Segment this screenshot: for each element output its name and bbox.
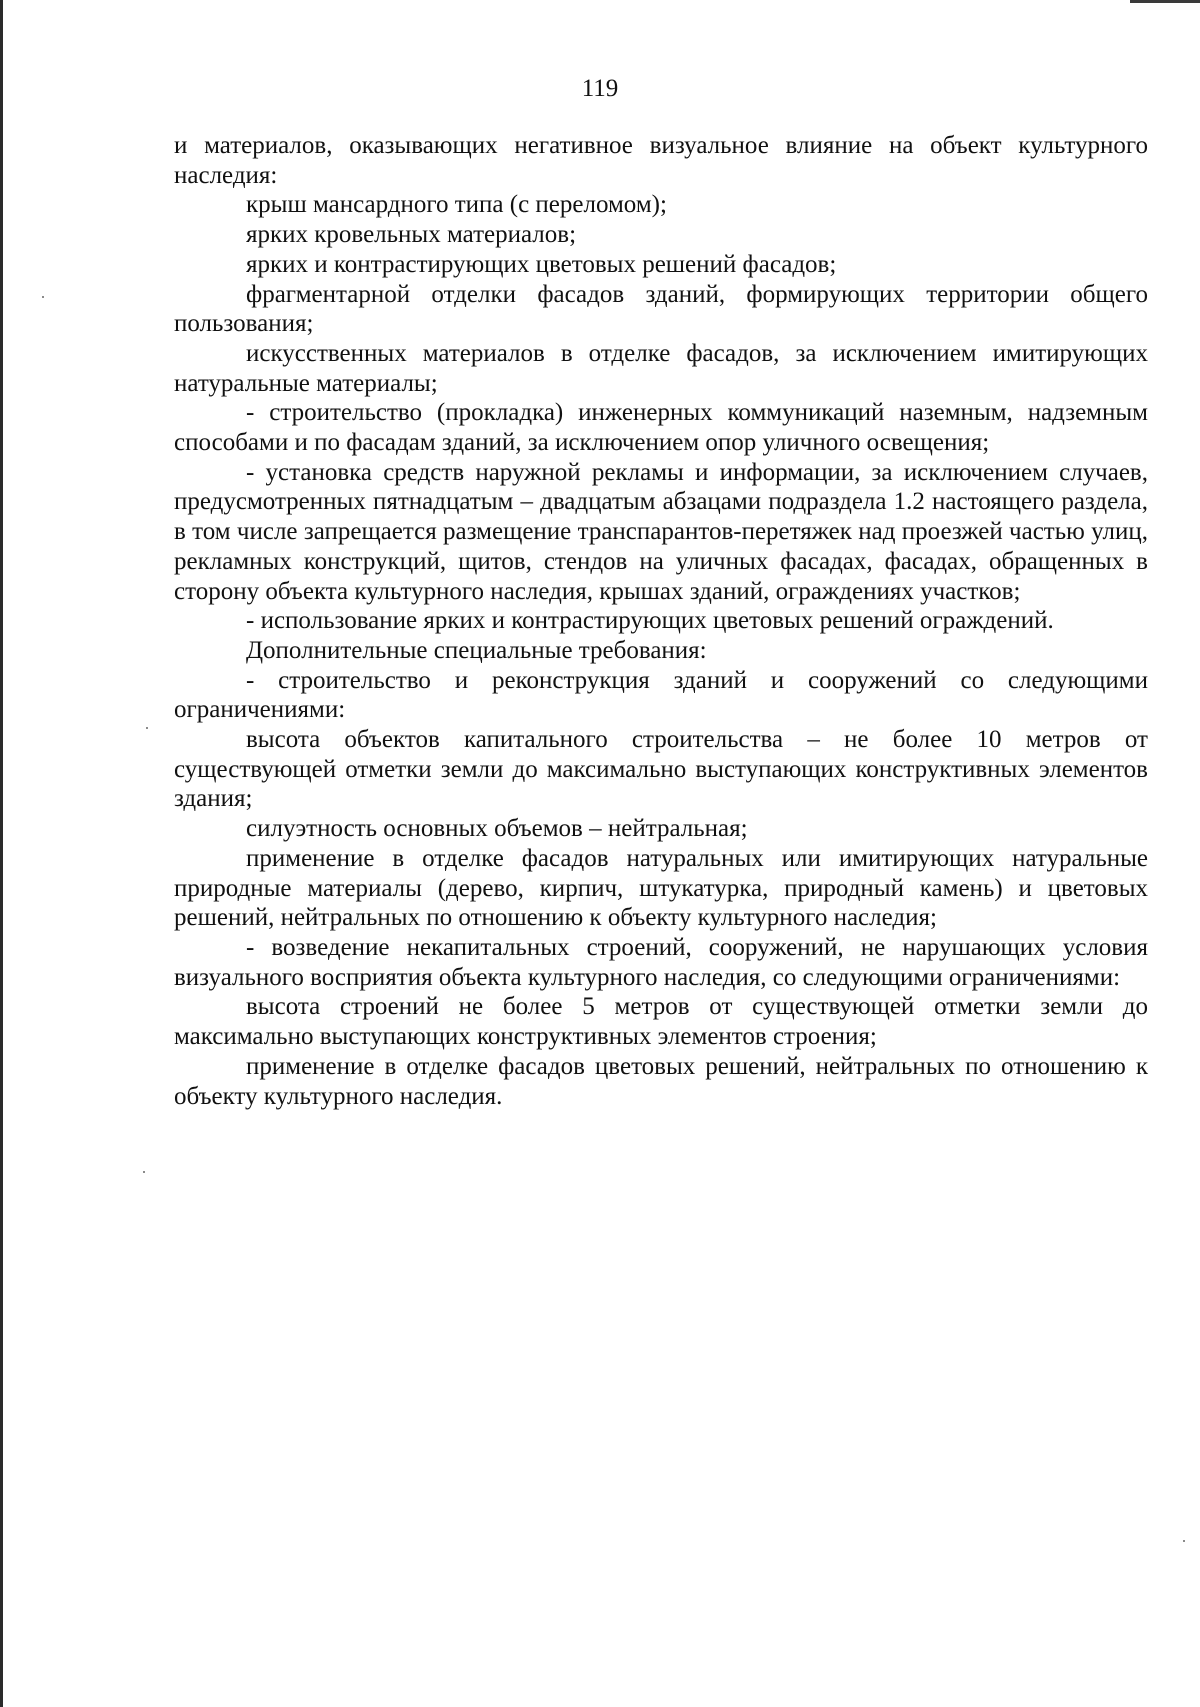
scan-border-left [0,0,3,1707]
paragraph: ярких и контрастирующих цветовых решений фасадов; [246,250,837,278]
paragraph: применение в отделке фасадов натуральных или имитирующих натуральные природные материалы (дерево, кирпич, штукатурка, природный камень) и цветовых решений, нейтральных по отношению к объекту культурного наследия; [174,844,1148,932]
page-number: 119 [581,75,619,102]
scan-speck [42,296,44,298]
paragraph: высота объектов капитального строительства – не более 10 метров от существующей отметки земли до максимально выступающих конструктивных элементов здания; [174,726,1148,813]
paragraph: - возведение некапитальных строений, сооружений, не нарушающих условия визуального восприятия объекта культурного наследия, со следующими ограничениями: [174,933,1148,991]
paragraph: крыш мансардного типа (с переломом); [246,191,667,219]
scan-speck [143,1171,145,1173]
scan-border-top [1130,0,1200,3]
paragraph: ярких кровельных материалов; [246,221,577,249]
paragraph: Дополнительные специальные требования: [246,636,707,664]
paragraph: - установка средств наружной рекламы и информации, за исключением случаев, предусмотренных пятнадцатым – двадцатым абзацами подраздела 1.2 настоящего раздела, в том числе запрещается размещение транспарантов-перетяжек над проезжей частью улиц, рекламных конструкций, щитов, стендов на уличных фасадах, фасадах, обращенных в сторону объекта культурного наследия, крышах зданий, ограждениях участков; [174,458,1148,605]
paragraph: - использование ярких и контрастирующих цветовых решений ограждений. [246,607,1054,635]
paragraph: искусственных материалов в отделке фасадов, за исключением имитирующих натуральные материалы; [174,339,1148,397]
paragraph: силуэтность основных объемов – нейтральная; [246,815,748,843]
scan-speck [146,727,148,729]
paragraph: применение в отделке фасадов цветовых решений, нейтральных по отношению к объекту культурного наследия. [174,1052,1148,1110]
paragraph: - строительство (прокладка) инженерных коммуникаций наземным, надземным способами и по фасадам зданий, за исключением опор уличного освещения; [174,399,1148,457]
document-body [174,131,1148,1111]
scan-speck [1183,1540,1185,1542]
paragraph: и материалов, оказывающих негативное визуальное влияние на объект культурного наследия: [174,132,1148,189]
paragraph: высота строений не более 5 метров от существующей отметки земли до максимально выступающих конструктивных элементов строения; [174,993,1148,1051]
paragraph: фрагментарной отделки фасадов зданий, формирующих территории общего пользования; [174,280,1148,338]
paragraph: - строительство и реконструкция зданий и сооружений со следующими ограничениями: [174,666,1148,724]
